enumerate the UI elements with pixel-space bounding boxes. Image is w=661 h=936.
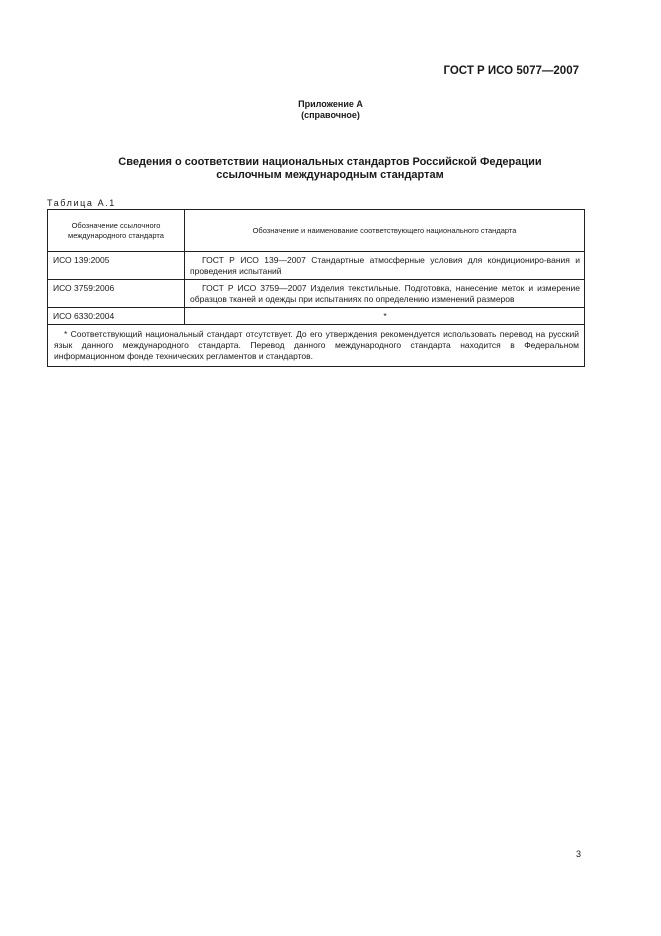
national-cell: ГОСТ Р ИСО 139—2007 Стандартные атмосферные условия для кондициониро-вания и проведения испытаний <box>185 252 585 280</box>
table-footnote-row <box>48 325 585 367</box>
national-cell: * <box>185 308 585 325</box>
appendix-subtitle: (справочное) <box>301 110 360 120</box>
table-footnote: * Соответствующий национальный стандарт отсутствует. До его утверждения рекомендуется использовать перевод на русский язык данного международного стандарта. Перевод данного международного стандарта находится в Федеральном информационном фонде технических регламентов и стандартов. <box>48 325 585 367</box>
appendix-title: Приложение А <box>298 99 363 109</box>
table-caption: Таблица А.1 <box>47 198 116 208</box>
section-heading-line-1: Сведения о соответствии национальных стандартов Российской Федерации <box>118 156 542 168</box>
table-row <box>48 252 585 280</box>
header-reference-standard: Обозначение ссылочного международного стандарта <box>48 210 185 252</box>
national-cell: ГОСТ Р ИСО 3759—2007 Изделия текстильные. Подготовка, нанесение меток и измерение образцов тканей и одежды при испытаниях по определению изменений размеров <box>185 280 585 308</box>
document-code: ГОСТ Р ИСО 5077—2007 <box>443 65 579 77</box>
reference-cell: ИСО 6330:2004 <box>48 308 185 325</box>
section-heading <box>60 156 600 182</box>
appendix-label <box>0 99 661 121</box>
reference-cell: ИСО 139:2005 <box>48 252 185 280</box>
correspondence-table <box>47 209 585 367</box>
header-national-standard: Обозначение и наименование соответствующего национального стандарта <box>185 210 585 252</box>
page-number: 3 <box>576 849 582 859</box>
section-heading-line-2: ссылочным международным стандартам <box>216 169 444 181</box>
table-header-row <box>48 210 585 252</box>
table-row <box>48 308 585 325</box>
reference-cell: ИСО 3759:2006 <box>48 280 185 308</box>
table-row <box>48 280 585 308</box>
